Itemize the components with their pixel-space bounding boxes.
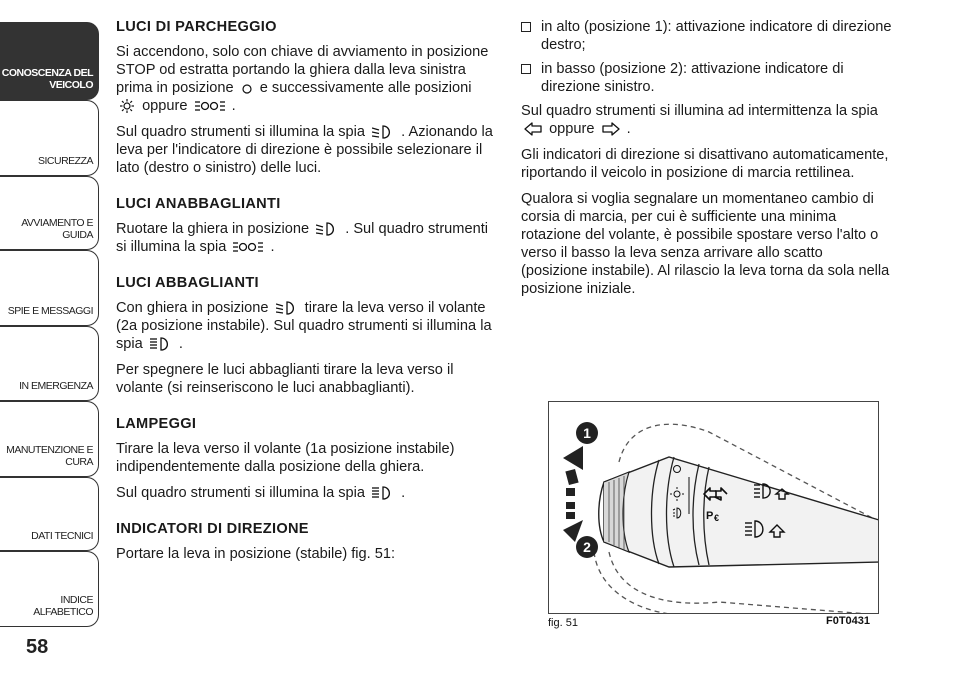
paragraph: Tirare la leva verso il volante (1a posizione instabile) indipendentemente dalla posizione della ghiera. xyxy=(116,441,455,475)
text: in alto (posizione 1): attivazione indicatore di direzione destro; xyxy=(541,19,892,53)
dipped-beam-icon xyxy=(372,125,394,139)
heading-indicatori-di-direzione: INDICATORI DI DIREZIONE xyxy=(116,521,309,537)
heading-luci-anabbaglianti: LUCI ANABBAGLIANTI xyxy=(116,196,281,212)
text: e successivamente alle posizioni xyxy=(259,80,472,96)
bullet-item xyxy=(521,60,893,96)
tab-spie-e-messaggi[interactable] xyxy=(0,250,99,326)
svg-text:P: P xyxy=(706,510,714,522)
bullet-item xyxy=(521,18,893,54)
heading-lampeggi: LAMPEGGI xyxy=(116,416,197,432)
tab-sicurezza[interactable] xyxy=(0,100,99,176)
position-lights-icon xyxy=(119,99,135,113)
turn-right-icon xyxy=(602,122,620,136)
main-beam-icon xyxy=(150,337,172,351)
bullet-box-icon xyxy=(521,64,531,74)
tab-label: SICUREZZA xyxy=(37,155,93,167)
sidebar-tabs xyxy=(0,0,100,640)
heading-luci-abbaglianti: LUCI ABBAGLIANTI xyxy=(116,275,259,291)
figure-code: F0T0431 xyxy=(826,615,871,627)
right-column xyxy=(521,18,893,306)
paragraph xyxy=(116,484,496,502)
dipped-beam-icon xyxy=(316,222,338,236)
text: . Sul quadro strumenti si illumina la spia xyxy=(116,221,488,255)
left-column xyxy=(116,18,496,571)
tab-avviamento-e-guida[interactable] xyxy=(0,176,99,250)
text: oppure xyxy=(142,98,188,114)
tab-label: IN EMERGENZA xyxy=(19,380,93,392)
tab-label: DATI TECNICI xyxy=(31,530,93,542)
parking-lights-icon xyxy=(233,240,263,254)
tab-label: CONOSCENZA DEL VEICOLO xyxy=(1,67,93,91)
tab-label: INDICE ALFABETICO xyxy=(33,594,93,618)
marker-2-label: 2 xyxy=(583,539,591,555)
tab-label: AVVIAMENTO E GUIDA xyxy=(21,217,93,241)
text: tirare la leva verso il volante (2a posizione instabile). Sul quadro strumenti si illumina la spia xyxy=(116,300,492,352)
dipped-beam-icon xyxy=(276,301,298,315)
turn-left-icon xyxy=(524,122,542,136)
text: Si accendono, solo con chiave di avviamento in posizione STOP od estratta portando la ghiera dalla leva sinistra prima in posizione xyxy=(116,44,489,96)
tab-conoscenza-del-veicolo[interactable] xyxy=(0,22,99,100)
paragraph xyxy=(116,220,496,256)
text: in basso (posizione 2): attivazione indicatore di direzione sinistro. xyxy=(541,61,844,95)
text: Sul quadro strumenti si illumina la spia xyxy=(116,124,366,140)
heading-luci-di-parcheggio: LUCI DI PARCHEGGIO xyxy=(116,19,277,35)
marker-1-label: 1 xyxy=(583,425,591,441)
page-number: 58 xyxy=(26,636,49,658)
figure-stalk-illustration xyxy=(548,401,879,614)
text: . Azionando la leva per l'indicatore di direzione è possibile selezionare il lato (destro o sinistro) delle luci. xyxy=(116,124,493,176)
stalk-illustration xyxy=(549,402,879,614)
tab-label: SPIE E MESSAGGI xyxy=(7,305,93,317)
paragraph: Gli indicatori di direzione si disattivano automaticamente, riportando il veicolo in posizione di marcia rettilinea. xyxy=(521,147,889,181)
text: . xyxy=(178,336,183,352)
tab-indice-alfabetico[interactable] xyxy=(0,551,99,627)
bullet-box-icon xyxy=(521,22,531,32)
main-beam-icon xyxy=(372,486,394,500)
tab-in-emergenza[interactable] xyxy=(0,326,99,401)
tab-dati-tecnici[interactable] xyxy=(0,477,99,551)
text: Sul quadro strumenti si illumina ad intermittenza la spia xyxy=(521,103,878,119)
text: . xyxy=(270,239,275,255)
paragraph xyxy=(116,43,496,115)
paragraph: Per spegnere le luci abbaglianti tirare la leva verso il volante (si reinseriscono le luci anabbaglianti). xyxy=(116,362,454,396)
text: Ruotare la ghiera in posizione xyxy=(116,221,310,237)
paragraph xyxy=(521,102,893,138)
text: . xyxy=(401,485,406,501)
text: . xyxy=(231,98,236,114)
svg-text:€: € xyxy=(714,513,720,523)
text: Sul quadro strumenti si illumina la spia xyxy=(116,485,366,501)
paragraph xyxy=(116,123,496,177)
text: oppure xyxy=(549,121,595,137)
parking-lights-icon xyxy=(195,99,225,113)
tab-label: MANUTENZIONE E CURA xyxy=(6,444,93,468)
paragraph xyxy=(116,299,496,353)
ring-off-icon xyxy=(241,82,253,94)
paragraph: Portare la leva in posizione (stabile) fig. 51: xyxy=(116,546,396,562)
paragraph: Qualora si voglia segnalare un momentaneo cambio di corsia di marcia, per cui è sufficiente una minima rotazione del volante, è possibile spostare verso l'alto o verso il basso la leva senza arrivare allo scatto (posizione instabile). Al rilascio la leva torna da sola nella posizione iniziale. xyxy=(521,191,890,297)
text: . xyxy=(626,121,631,137)
tab-manutenzione-e-cura[interactable] xyxy=(0,401,99,477)
figure-caption: fig. 51 xyxy=(548,617,578,629)
text: Con ghiera in posizione xyxy=(116,300,269,316)
